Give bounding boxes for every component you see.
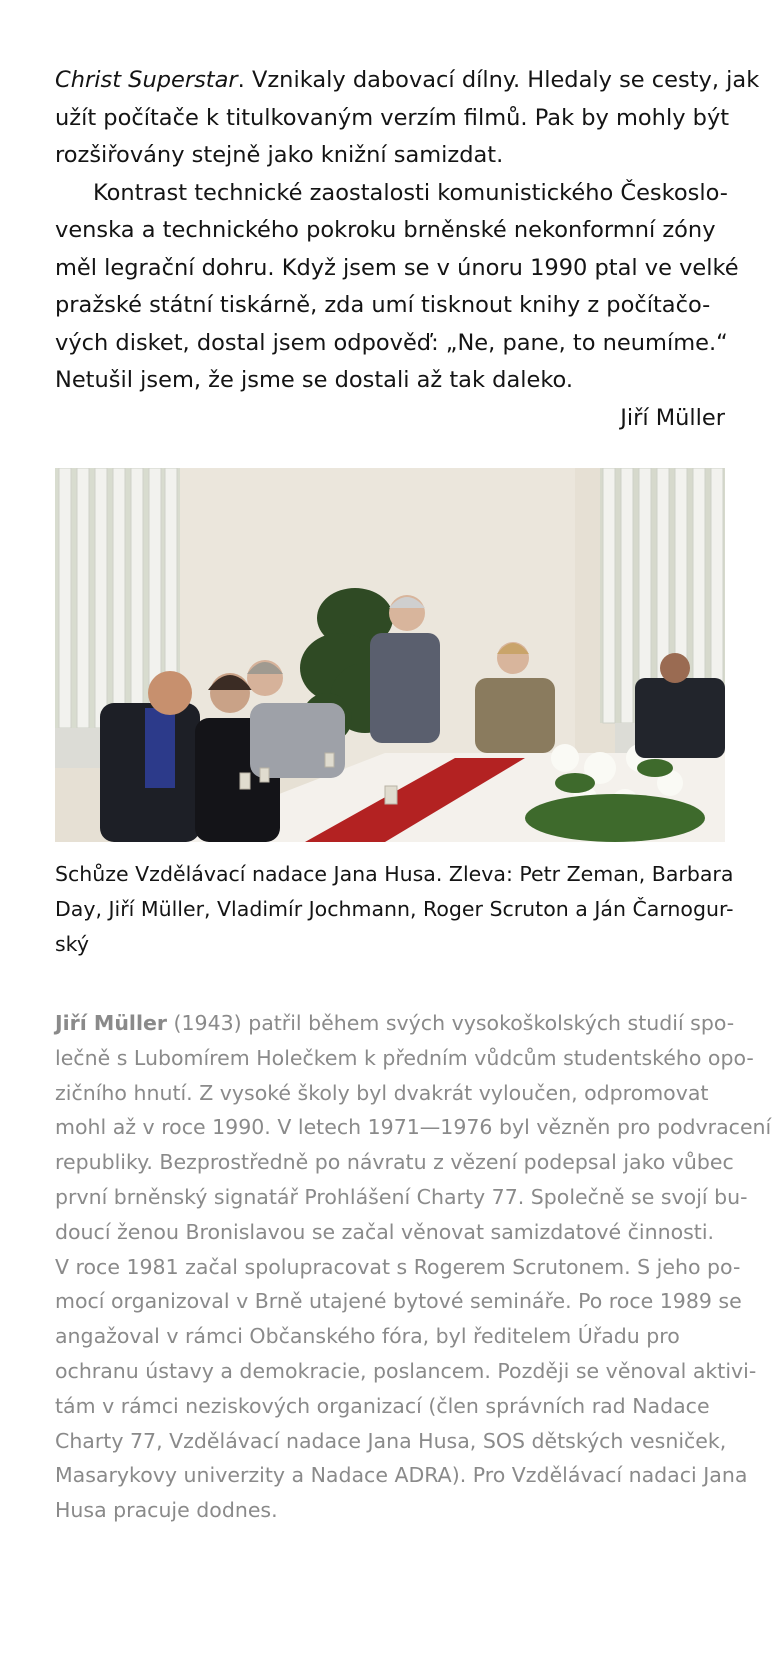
bio-line: tám v rámci neziskových organizací (člen správních rad Nadace: [55, 1393, 710, 1418]
intro-paragraph: [55, 62, 760, 175]
text-line: měl legrační dohru. Když jsem se v únoru 1990 ptal ve velké: [55, 254, 739, 281]
caption-line: ský: [55, 932, 89, 956]
meeting-photo: [55, 468, 725, 842]
caption-line: Day, Jiří Müller, Vladimír Jochmann, Roger Scruton a Ján Čarnogur-: [55, 897, 734, 921]
italic-title: Christ Superstar: [55, 67, 238, 93]
caption-line: Schůze Vzdělávací nadace Jana Husa. Zleva: Petr Zeman, Barbara: [55, 862, 734, 886]
text-line: Netušil jsem, že jsme se dostali až tak daleko.: [55, 367, 574, 393]
bio-line: republiky. Bezprostředně po návratu z vězení podepsal jako vůbec: [55, 1150, 734, 1175]
main-paragraph: [55, 175, 739, 400]
photo-caption: [55, 857, 734, 962]
bio-line: ochranu ústavy a demokracie, poslancem. Později se věnoval aktivi-: [55, 1358, 757, 1383]
text-line: vých disket, dostal jsem odpověď: „Ne, pane, to neumíme.“: [55, 329, 728, 356]
bio-fragment: (1943) patřil během svých vysokoškolských studií spo-: [167, 1011, 735, 1035]
bio-line: Masarykovy univerzity a Nadace ADRA). Pro Vzdělávací nadaci Jana: [55, 1463, 748, 1488]
bio-line: zičního hnutí. Z vysoké školy byl dvakrát vyloučen, odpromovat: [55, 1080, 709, 1105]
bio-name: Jiří Müller: [55, 1011, 167, 1035]
bio-line: Charty 77, Vzdělávací nadace Jana Husa, SOS dětských vesniček,: [55, 1428, 727, 1453]
main-text-block: [55, 62, 760, 437]
bio-line: mohl až v roce 1990. V letech 1971—1976 byl vězněn pro podvracení: [55, 1115, 772, 1140]
text-line: [55, 62, 760, 100]
photo-illustration: [55, 468, 725, 842]
text-line: pražské státní tiskárně, zda umí tisknout knihy z počítačo-: [55, 292, 711, 318]
bio-line: [55, 1006, 735, 1041]
text-line: Kontrast technické zaostalosti komunistického Českoslo-: [93, 179, 728, 206]
bio-line: lečně s Lubomírem Holečkem k předním vůdcům studentského opo-: [55, 1045, 754, 1070]
author-biography: [55, 1006, 772, 1528]
text-line: užít počítače k titulkovaným verzím filmů. Pak by mohly být: [55, 104, 730, 131]
bio-line: doucí ženou Bronislavou se začal věnovat samizdatové činnosti.: [55, 1219, 715, 1244]
bio-line: Husa pracuje dodnes.: [55, 1498, 278, 1523]
text-line: venska a technického pokroku brněnské nekonformní zóny: [55, 217, 716, 243]
author-signature: Jiří Müller: [620, 404, 725, 431]
bio-line: mocí organizoval v Brně utajené bytové semináře. Po roce 1989 se: [55, 1289, 742, 1314]
bio-line: angažoval v rámci Občanského fóra, byl ředitelem Úřadu pro: [55, 1324, 680, 1349]
bio-line: V roce 1981 začal spolupracovat s Rogerem Scrutonem. S jeho po-: [55, 1254, 741, 1279]
text-fragment: . Vznikaly dabovací dílny. Hledaly se cesty, jak: [237, 67, 760, 93]
bio-line: první brněnský signatář Prohlášení Charty 77. Společně se svojí bu-: [55, 1184, 748, 1209]
text-line: rozšiřovány stejně jako knižní samizdat.: [55, 142, 504, 168]
